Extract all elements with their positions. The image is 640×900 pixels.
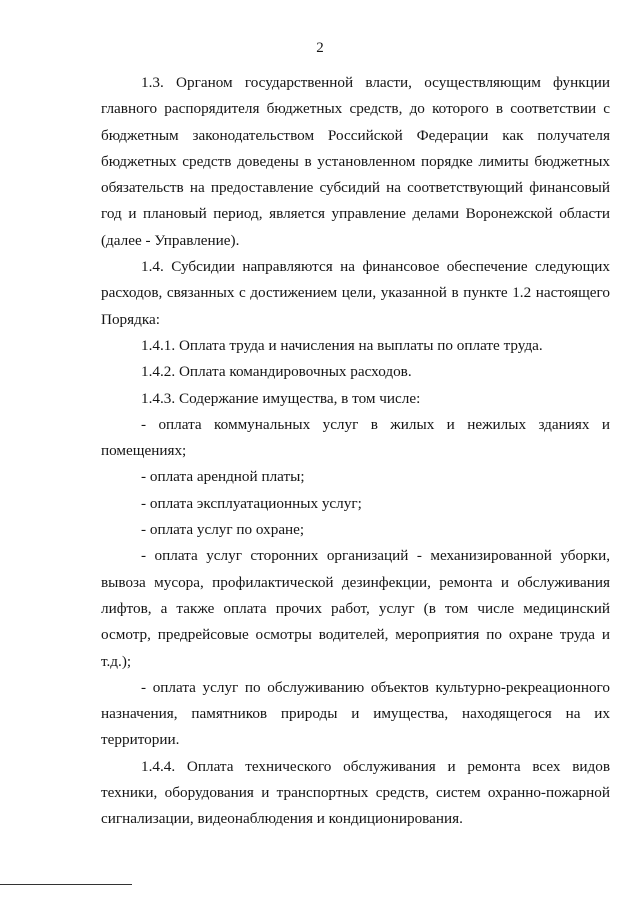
list-item-utilities: - оплата коммунальных услуг в жилых и нежилых зданиях и помещениях; <box>101 415 610 460</box>
list-item-operational-services: - оплата эксплуатационных услуг; <box>141 494 362 512</box>
paragraph-1-4-1: 1.4.1. Оплата труда и начисления на выплаты по оплате труда. <box>141 336 543 354</box>
list-item-rent: - оплата арендной платы; <box>141 468 305 486</box>
paragraph-1-4: 1.4. Субсидии направляются на финансовое обеспечение следующих расходов, связанных с достижением цели, указанной в пункте 1.2 настоящего Порядка: <box>101 258 610 328</box>
list-item-third-party-services: - оплата услуг сторонних организаций - механизированной уборки, вывоза мусора, профилактической дезинфекции, ремонта и обслуживания лифтов, а также оплата прочих работ, услуг (в том числе медицинский осмотр, предрейсовые осмотры водителей, мероприятия по охране труда и т.д.); <box>101 547 610 670</box>
paragraph-1-4-3: 1.4.3. Содержание имущества, в том числе: <box>141 389 421 407</box>
paragraph-1-3: 1.3. Органом государственной власти, осуществляющим функции главного распорядителя бюджетных средств, до которого в соответствии с бюджетным законодательством Российской Федерации как получателя бюджетных средств доведены в установленном порядке лимиты бюджетных обязательств на предоставление субсидий на соответствующий финансовый год и плановый период, является управление делами Воронежской области (далее - Управление). <box>101 74 610 249</box>
list-item-recreational-objects: - оплата услуг по обслуживанию объектов культурно-рекреационного назначения, памятников природы и имущества, находящегося на их территории. <box>101 678 610 749</box>
paragraph-1-4-4: 1.4.4. Оплата технического обслуживания и ремонта всех видов техники, оборудования и транспортных средств, систем охранно-пожарной сигнализации, видеонаблюдения и кондиционирования. <box>101 757 610 828</box>
page-number: 2 <box>316 40 324 56</box>
paragraph-1-4-2: 1.4.2. Оплата командировочных расходов. <box>141 363 412 381</box>
footnote-separator <box>0 884 132 885</box>
document-body <box>101 70 610 833</box>
list-item-security-services: - оплата услуг по охране; <box>141 521 305 539</box>
